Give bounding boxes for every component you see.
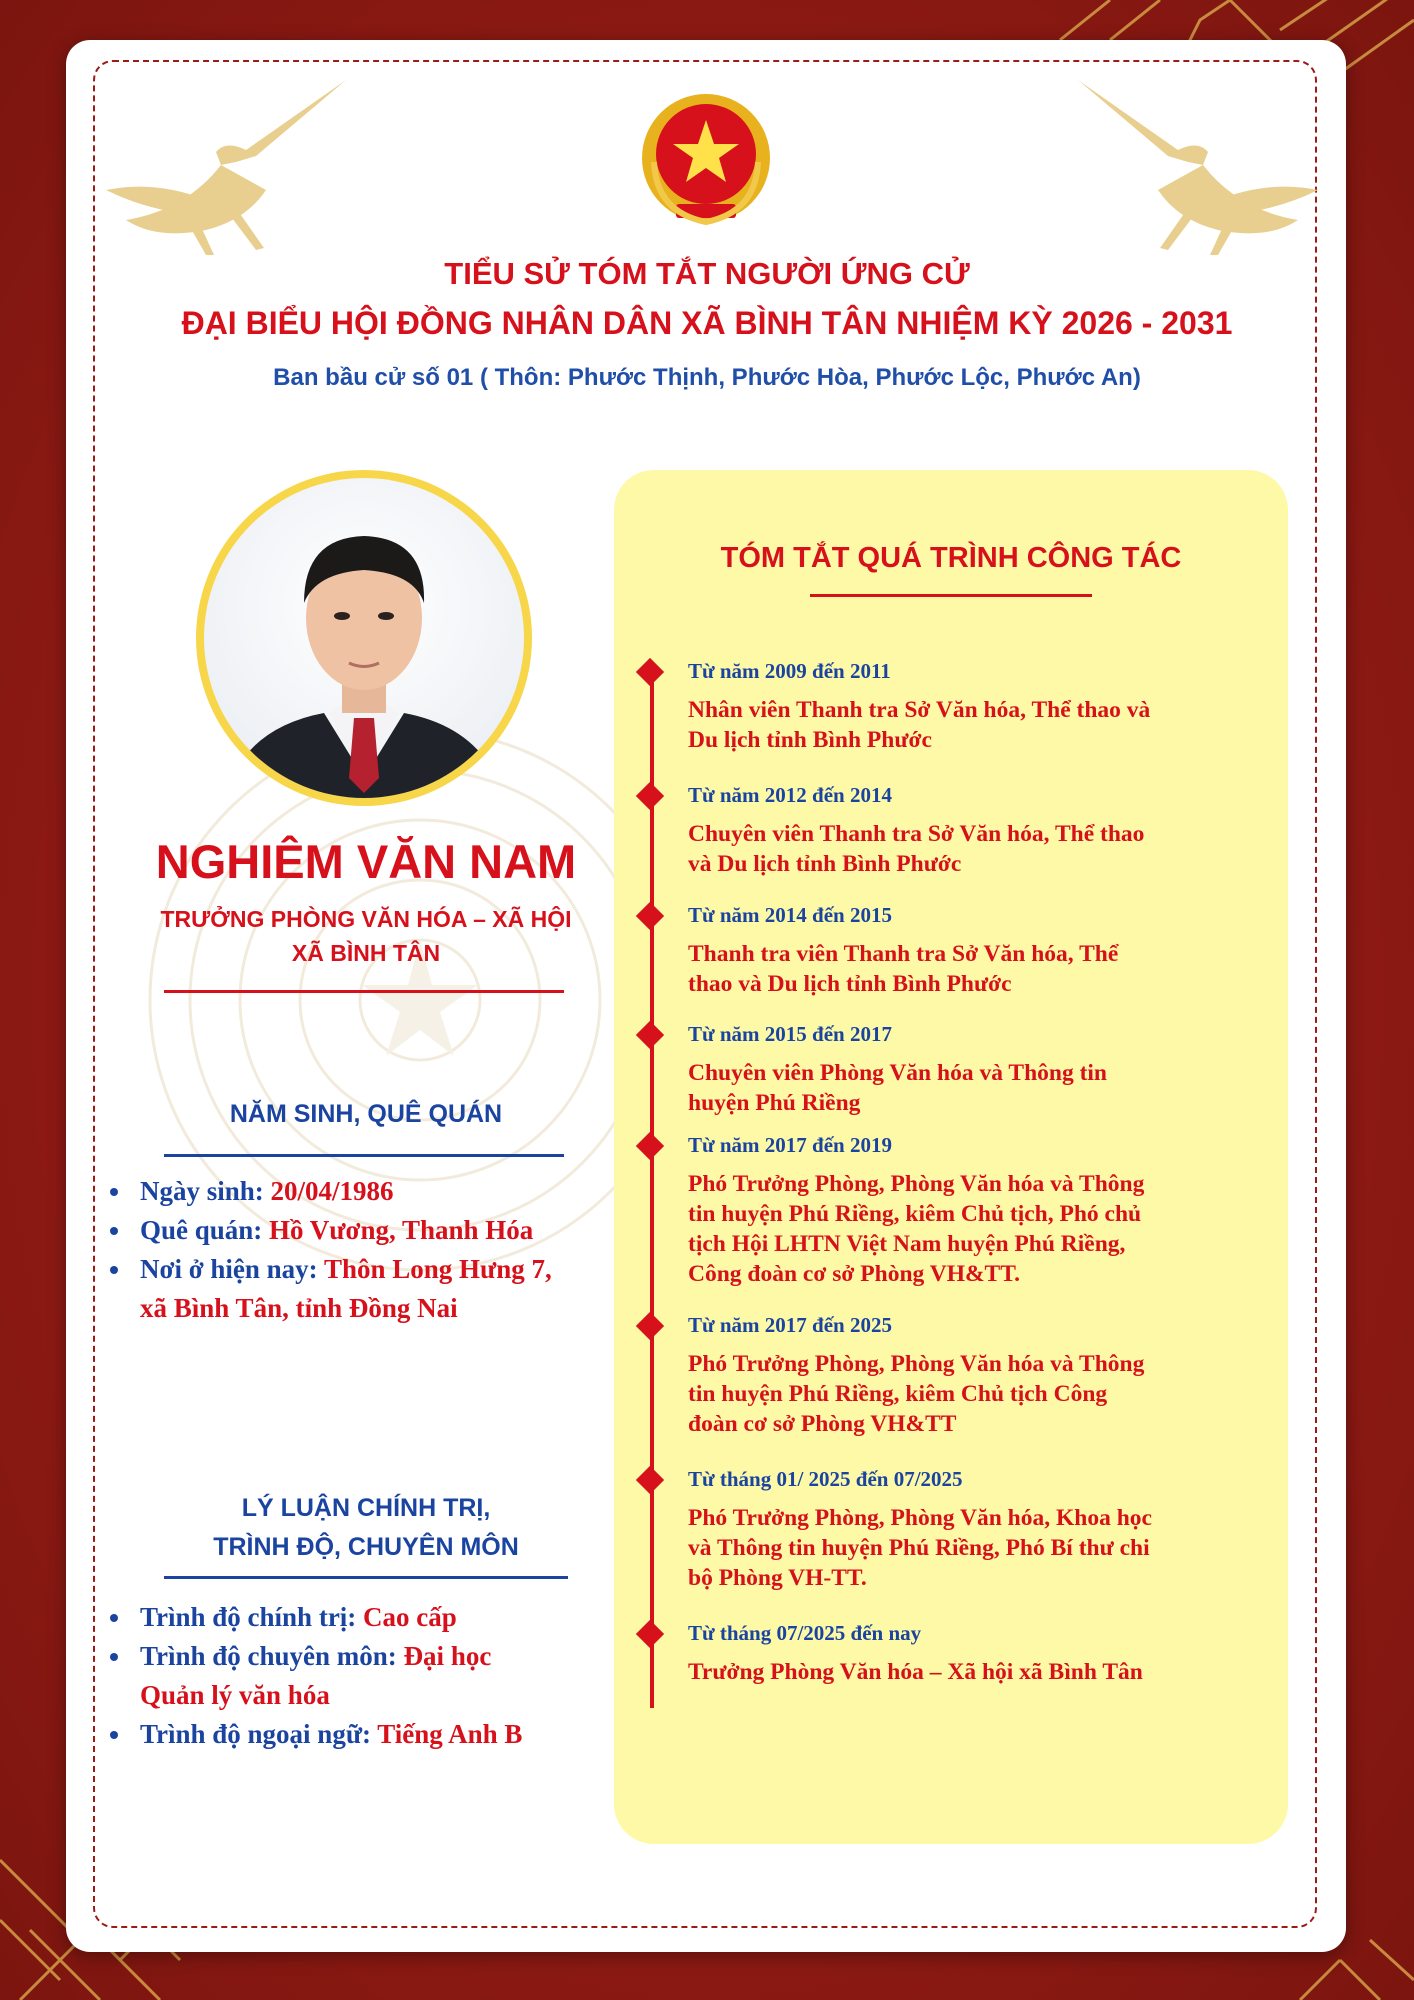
professional-value-line1: Đại học [403,1641,492,1671]
professional-label: Trình độ chuyên môn: [140,1641,404,1671]
timeline-desc-line: và Du lịch tỉnh Bình Phước [688,851,962,877]
timeline-period: Từ tháng 07/2025 đến nay [688,1621,922,1645]
language-item [140,1715,610,1754]
bullet-dot [110,1266,118,1274]
portrait-illustration [204,478,524,798]
page-title-line1: TIỂU SỬ TÓM TẮT NGƯỜI ỨNG CỬ [444,256,970,291]
bullet-dot [110,1227,118,1235]
timeline-period: Từ năm 2017 đến 2019 [688,1133,892,1157]
language-label: Trình độ ngoại ngữ: [140,1719,378,1749]
residence-item [140,1250,610,1289]
timeline-desc-line: Phó Trưởng Phòng, Phòng Văn hóa, Khoa học [688,1505,1152,1531]
name-divider [164,990,564,993]
hometown-item [140,1211,610,1250]
language-value: Tiếng Anh B [377,1719,523,1749]
bullet-dot [110,1653,118,1661]
candidate-name: NGHIÊM VĂN NAM [155,835,577,888]
career-heading: TÓM TẮT QUÁ TRÌNH CÔNG TÁC [720,542,1182,574]
timeline-desc-line: Chuyên viên Phòng Văn hóa và Thông tin [688,1060,1108,1086]
portrait-frame [196,470,532,806]
national-emblem-icon [636,92,776,232]
timeline-desc-line: thao và Du lịch tỉnh Bình Phước [688,971,1012,997]
political-item [140,1598,610,1637]
timeline-desc-line: tịch Hội LHTN Việt Nam huyện Phú Riềng, [688,1231,1126,1257]
hometown-value: Hồ Vương, Thanh Hóa [269,1215,534,1245]
education-section-divider [164,1576,568,1579]
dob-value: 20/04/1986 [270,1176,394,1206]
timeline-desc-line: tin huyện Phú Riềng, kiêm Chủ tịch Công [688,1381,1108,1407]
career-heading-divider [810,594,1092,597]
dob-label: Ngày sinh: [140,1176,271,1206]
timeline-desc-line: Chuyên viên Thanh tra Sở Văn hóa, Thể thao [688,821,1145,847]
page-subtitle: Ban bầu cử số 01 ( Thôn: Phước Thịnh, Phước Hòa, Phước Lộc, Phước An) [273,364,1141,391]
residence-value-line2: xã Bình Tân, tỉnh Đồng Nai [140,1293,458,1323]
timeline-period: Từ năm 2009 đến 2011 [688,659,891,683]
professional-item-cont [140,1676,610,1715]
timeline-desc-line: Công đoàn cơ sở Phòng VH&TT. [688,1261,1021,1287]
dob-item [140,1172,610,1211]
bullet-dot [110,1188,118,1196]
timeline-desc-line: Phó Trưởng Phòng, Phòng Văn hóa và Thông [688,1351,1145,1377]
political-value: Cao cấp [363,1602,457,1632]
timeline-period: Từ năm 2012 đến 2014 [688,783,892,807]
timeline-desc-line: Trưởng Phòng Văn hóa – Xã hội xã Bình Tân [688,1659,1143,1685]
hometown-label: Quê quán: [140,1215,270,1245]
timeline-desc-line: Phó Trưởng Phòng, Phòng Văn hóa và Thông [688,1171,1145,1197]
professional-item [140,1637,610,1676]
timeline-desc-line: huyện Phú Riềng [688,1090,861,1116]
bullet-dot [110,1731,118,1739]
crane-ornament-left [96,70,366,260]
timeline-desc-line: Du lịch tỉnh Bình Phước [688,727,932,753]
bullet-dot [110,1614,118,1622]
timeline-line [650,664,654,1708]
political-label: Trình độ chính trị: [140,1602,364,1632]
timeline-desc-line: Nhân viên Thanh tra Sở Văn hóa, Thể thao và [688,697,1151,723]
timeline-desc-line: và Thông tin huyện Phú Riềng, Phó Bí thư chi [688,1535,1150,1561]
residence-label: Nơi ở hiện nay: [140,1254,324,1284]
timeline-period: Từ năm 2015 đến 2017 [688,1022,892,1046]
timeline-desc-line: tin huyện Phú Riềng, kiêm Chủ tịch, Phó chủ [688,1201,1142,1227]
page-title-line2: ĐẠI BIỂU HỘI ĐỒNG NHÂN DÂN XÃ BÌNH TÂN NHIỆM KỲ 2026 - 2031 [181,305,1233,341]
timeline-desc-line: đoàn cơ sở Phòng VH&TT [688,1411,957,1437]
birth-section-divider [164,1154,564,1157]
education-heading-line2: TRÌNH ĐỘ, CHUYÊN MÔN [213,1533,519,1561]
education-heading-line1: LÝ LUẬN CHÍNH TRỊ, [241,1494,491,1522]
timeline-desc-line: bộ Phòng VH-TT. [688,1565,867,1591]
crane-ornament-right [1058,70,1328,260]
timeline-desc-line: Thanh tra viên Thanh tra Sở Văn hóa, Thể [688,941,1119,967]
residence-value-line1: Thôn Long Hưng 7, [323,1254,552,1284]
residence-item-cont [140,1289,610,1328]
timeline-period: Từ năm 2014 đến 2015 [688,903,892,927]
candidate-photo [204,478,524,798]
candidate-role-line1: TRƯỞNG PHÒNG VĂN HÓA – XÃ HỘI [160,906,572,932]
birth-section-heading: NĂM SINH, QUÊ QUÁN [229,1100,503,1128]
timeline-period: Từ tháng 01/ 2025 đến 07/2025 [688,1467,963,1491]
timeline-period: Từ năm 2017 đến 2025 [688,1313,892,1337]
professional-value-line2: Quản lý văn hóa [140,1680,330,1710]
candidate-role-line2: XÃ BÌNH TÂN [291,940,441,966]
